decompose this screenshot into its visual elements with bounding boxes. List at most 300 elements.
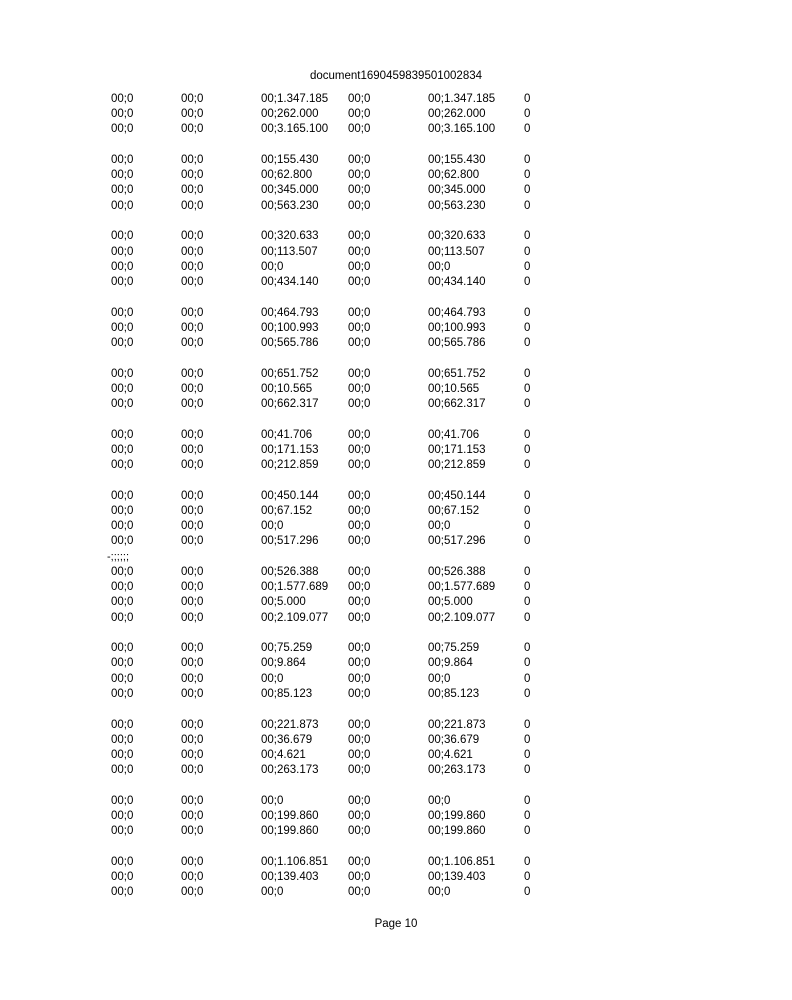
table-cell: 00;320.633 [428, 230, 486, 243]
table-cell: 00;0 [181, 275, 204, 288]
table-cell: 00;100.993 [261, 321, 319, 334]
table-cell: 00;0 [111, 275, 134, 288]
table-cell: 00;0 [181, 123, 204, 136]
table-cell: 00;651.752 [261, 367, 319, 380]
table-cell: 00;62.800 [428, 169, 480, 182]
table-cell: 00;0 [111, 428, 134, 441]
table-cell: 00;0 [111, 306, 134, 319]
table-cell: 00;0 [181, 642, 204, 655]
table-cell: 0 [524, 489, 531, 502]
document-title: document1690459839501002834 [309, 70, 483, 82]
table-cell: 00;5.000 [261, 596, 306, 609]
table-cell: 00;0 [348, 794, 371, 807]
table-cell: 00;526.388 [428, 566, 486, 578]
table-cell: 00;0 [181, 764, 204, 777]
table-cell: 00;67.152 [261, 504, 313, 517]
table-cell: 0 [524, 520, 531, 533]
table-cell: 0 [524, 535, 531, 548]
table-cell: 00;221.873 [428, 718, 486, 731]
table-cell: 0 [524, 794, 531, 807]
row-group [111, 855, 531, 901]
table-cell: 00;565.786 [428, 336, 486, 349]
table-row [111, 855, 531, 870]
table-cell: 00;262.000 [261, 108, 319, 121]
table-cell: 00;0 [428, 886, 451, 899]
table-row [111, 870, 531, 885]
table-cell: 00;0 [348, 520, 371, 533]
table-cell: 00;0 [181, 825, 204, 838]
table-cell: 00;1.347.185 [261, 93, 329, 105]
table-cell: 00;450.144 [261, 489, 319, 502]
table-cell: 0 [524, 748, 531, 761]
table-cell: 00;199.860 [428, 809, 486, 822]
table-cell: 00;36.679 [428, 733, 480, 746]
table-cell: 00;0 [111, 382, 134, 395]
table-cell: 00;0 [348, 642, 371, 655]
table-cell: 00;199.860 [428, 825, 486, 838]
table-cell: 00;0 [111, 871, 134, 883]
table-cell: 00;0 [261, 672, 284, 685]
table-cell: 0 [524, 245, 531, 258]
table-cell: 00;0 [111, 199, 134, 212]
table-cell: 0 [524, 398, 531, 410]
table-cell: 00;0 [348, 489, 371, 502]
table-cell: 0 [524, 306, 531, 319]
table-row [111, 245, 531, 260]
table-cell: 00;0 [111, 809, 134, 822]
table-cell: 00;0 [181, 886, 204, 899]
table-row [111, 687, 531, 702]
table-cell: 00;0 [111, 321, 134, 334]
table-cell: 00;0 [111, 718, 134, 731]
table-cell: 00;0 [111, 748, 134, 761]
table-cell: 00;526.388 [261, 566, 319, 578]
table-row [111, 382, 531, 397]
table-cell: 00;0 [348, 871, 371, 883]
table-cell: 0 [524, 428, 531, 441]
table-cell: 00;0 [111, 443, 134, 456]
table-cell: 00;0 [348, 382, 371, 395]
table-cell: 00;0 [181, 428, 204, 441]
table-cell: 00;41.706 [428, 428, 480, 441]
table-cell: 0 [524, 93, 531, 105]
table-cell: 0 [524, 260, 531, 273]
table-cell: 00;263.173 [261, 764, 319, 777]
table-cell: 0 [524, 169, 531, 182]
table-cell: 0 [524, 642, 531, 655]
table-cell: 00;0 [348, 199, 371, 212]
table-cell: 00;0 [348, 321, 371, 334]
table-cell: 00;1.577.689 [261, 581, 329, 594]
table-cell: 00;0 [111, 108, 134, 121]
table-cell: 00;0 [181, 718, 204, 731]
table-row [111, 92, 531, 107]
table-row [111, 733, 531, 748]
table-cell: 00;434.140 [261, 275, 319, 288]
table-cell: 00;0 [181, 398, 204, 410]
table-cell: 00;0 [348, 459, 371, 472]
table-row [111, 260, 531, 275]
table-cell: 00;0 [181, 260, 204, 273]
table-cell: 00;0 [348, 809, 371, 822]
row-group [111, 428, 531, 474]
table-cell: 00;0 [348, 428, 371, 441]
table-cell: 00;0 [111, 596, 134, 609]
table-cell: 00;517.296 [261, 535, 319, 548]
table-row [111, 519, 531, 534]
table-cell: 00;0 [181, 443, 204, 456]
table-cell: 00;0 [111, 123, 134, 136]
table-cell: 00;662.317 [428, 398, 486, 410]
table-cell: 00;0 [348, 443, 371, 456]
table-cell: 00;0 [111, 687, 134, 700]
table-cell: 00;2.109.077 [428, 611, 496, 624]
table-cell: 00;0 [428, 520, 451, 533]
table-cell: 00;4.621 [261, 748, 306, 761]
table-cell: 00;464.793 [428, 306, 486, 319]
table-cell: 0 [524, 825, 531, 838]
table-cell: 00;0 [111, 93, 134, 105]
table-cell: 00;0 [181, 184, 204, 197]
table-cell: 0 [524, 886, 531, 899]
table-row [111, 306, 531, 321]
table-cell: 00;0 [261, 794, 284, 807]
table-cell: 00;0 [348, 886, 371, 899]
table-cell: 00;212.859 [428, 459, 486, 472]
table-cell: 00;155.430 [261, 154, 319, 167]
table-cell: 00;0 [348, 169, 371, 182]
table-cell: 00;0 [348, 611, 371, 624]
table-cell: 00;171.153 [261, 443, 319, 456]
table-row [111, 428, 531, 443]
table-cell: 0 [524, 459, 531, 472]
table-cell: 00;563.230 [428, 199, 486, 212]
table-row [111, 611, 531, 626]
table-row [111, 122, 531, 137]
table-cell: 00;0 [348, 596, 371, 609]
table-cell: 0 [524, 382, 531, 395]
row-group [111, 306, 531, 352]
table-cell: 0 [524, 504, 531, 517]
table-cell: 00;0 [111, 245, 134, 258]
table-row [111, 168, 531, 183]
table-cell: 00;113.507 [261, 245, 318, 258]
table-row [111, 183, 531, 198]
table-cell: 00;199.860 [261, 809, 319, 822]
table-cell: 00;0 [111, 581, 134, 594]
table-row [111, 580, 531, 595]
table-cell: 0 [524, 657, 531, 670]
table-cell: 00;113.507 [428, 245, 485, 258]
table-cell: 00;0 [348, 123, 371, 136]
table-cell: 00;0 [111, 657, 134, 670]
table-cell: 00;100.993 [428, 321, 486, 334]
table-cell: 00;0 [348, 306, 371, 319]
table-cell: 0 [524, 855, 531, 868]
table-cell: 00;0 [111, 154, 134, 167]
table-cell: 00;651.752 [428, 367, 486, 380]
table-cell: 00;1.106.851 [428, 855, 496, 868]
table-cell: 0 [524, 275, 531, 288]
table-cell: 00;0 [111, 398, 134, 410]
table-cell: 00;0 [348, 275, 371, 288]
table-cell: 00;0 [348, 154, 371, 167]
table-row [111, 718, 531, 733]
row-group [111, 641, 531, 702]
table-row [111, 656, 531, 671]
table-cell: 00;0 [348, 245, 371, 258]
table-cell: 00;450.144 [428, 489, 486, 502]
table-cell: 00;0 [111, 886, 134, 899]
table-row [111, 153, 531, 168]
table-cell: 00;0 [181, 169, 204, 182]
table-cell: 0 [524, 184, 531, 197]
table-cell: 00;0 [348, 855, 371, 868]
table-cell: 00;0 [348, 718, 371, 731]
table-cell: 00;662.317 [261, 398, 319, 410]
table-cell: 00;563.230 [261, 199, 319, 212]
table-cell: 00;0 [348, 825, 371, 838]
page-number: Page 10 [374, 918, 418, 930]
table-cell: 00;0 [181, 459, 204, 472]
table-cell: 00;0 [348, 581, 371, 594]
table-cell: 00;171.153 [428, 443, 486, 456]
table-cell: 00;0 [181, 504, 204, 517]
separator-mark: -;;;;;; [107, 551, 129, 563]
table-cell: 00;0 [111, 169, 134, 182]
table-cell: 0 [524, 687, 531, 700]
table-cell: 00;0 [111, 367, 134, 380]
table-row [111, 489, 531, 504]
table-row [111, 199, 531, 214]
table-cell: 00;0 [181, 672, 204, 685]
table-cell: 00;0 [348, 93, 371, 105]
table-cell: 00;0 [181, 687, 204, 700]
table-row [111, 443, 531, 458]
table-cell: 00;0 [348, 672, 371, 685]
row-group [111, 565, 531, 626]
table-cell: 00;262.000 [428, 108, 486, 121]
table-cell: 00;0 [348, 687, 371, 700]
table-cell: 00;2.109.077 [261, 611, 329, 624]
table-cell: 00;0 [348, 733, 371, 746]
table-cell: 00;0 [181, 566, 204, 578]
table-cell: 00;0 [181, 93, 204, 105]
table-cell: 00;0 [111, 489, 134, 502]
table-cell: 00;10.565 [428, 382, 480, 395]
table-cell: 00;0 [348, 336, 371, 349]
table-cell: 00;0 [428, 260, 451, 273]
table-row [111, 107, 531, 122]
table-cell: 00;0 [111, 794, 134, 807]
table-cell: 0 [524, 733, 531, 746]
table-cell: 0 [524, 611, 531, 624]
table-cell: 00;0 [181, 489, 204, 502]
table-cell: 00;0 [261, 886, 284, 899]
table-cell: 00;0 [181, 336, 204, 349]
table-cell: 00;0 [181, 733, 204, 746]
table-row [111, 885, 531, 900]
table-cell: 00;75.259 [261, 642, 313, 655]
table-cell: 0 [524, 154, 531, 167]
table-cell: 00;0 [111, 459, 134, 472]
table-row [111, 275, 531, 290]
table-cell: 00;0 [348, 657, 371, 670]
table-row [111, 748, 531, 763]
table-cell: 0 [524, 596, 531, 609]
table-row [111, 763, 531, 778]
table-row [111, 336, 531, 351]
table-cell: 00;0 [181, 306, 204, 319]
table-cell: 00;0 [348, 184, 371, 197]
data-table [107, 92, 531, 916]
table-cell: 00;9.864 [261, 657, 306, 670]
table-cell: 00;0 [181, 611, 204, 624]
table-cell: 0 [524, 230, 531, 243]
table-cell: 00;0 [181, 657, 204, 670]
row-group [111, 489, 531, 550]
table-cell: 0 [524, 718, 531, 731]
table-row [111, 824, 531, 839]
table-cell: 00;517.296 [428, 535, 486, 548]
table-cell: 00;0 [111, 672, 134, 685]
row-group [111, 153, 531, 214]
table-cell: 00;0 [348, 566, 371, 578]
table-cell: 00;1.347.185 [428, 93, 496, 105]
table-cell: 0 [524, 336, 531, 349]
table-cell: 00;0 [181, 871, 204, 883]
table-cell: 00;0 [348, 260, 371, 273]
table-cell: 00;434.140 [428, 275, 486, 288]
table-cell: 0 [524, 871, 531, 883]
table-cell: 00;0 [348, 367, 371, 380]
table-row [111, 565, 531, 580]
table-cell: 00;0 [111, 733, 134, 746]
table-cell: 00;0 [111, 184, 134, 197]
table-cell: 00;67.152 [428, 504, 480, 517]
table-cell: 00;0 [181, 367, 204, 380]
table-cell: 00;0 [111, 855, 134, 868]
table-cell: 00;4.621 [428, 748, 473, 761]
table-cell: 00;0 [348, 748, 371, 761]
table-cell: 00;0 [348, 504, 371, 517]
table-cell: 00;0 [111, 260, 134, 273]
row-group [111, 367, 531, 413]
table-cell: 00;41.706 [261, 428, 313, 441]
table-cell: 00;0 [181, 794, 204, 807]
table-cell: 00;1.106.851 [261, 855, 329, 868]
table-cell: 00;565.786 [261, 336, 319, 349]
table-cell: 00;0 [111, 504, 134, 517]
table-cell: 00;0 [348, 108, 371, 121]
table-cell: 0 [524, 764, 531, 777]
table-row [111, 794, 531, 809]
table-cell: 00;0 [111, 230, 134, 243]
row-group [111, 92, 531, 138]
table-cell: 00;139.403 [261, 871, 319, 883]
table-cell: 00;0 [181, 199, 204, 212]
table-row [111, 672, 531, 687]
table-cell: 0 [524, 672, 531, 685]
row-group [111, 229, 531, 290]
table-cell: 0 [524, 809, 531, 822]
table-cell: 00;0 [111, 566, 134, 578]
table-cell: 00;0 [181, 855, 204, 868]
table-cell: 00;0 [348, 535, 371, 548]
table-row [111, 534, 531, 549]
table-cell: 00;62.800 [261, 169, 313, 182]
table-cell: 00;263.173 [428, 764, 486, 777]
table-cell: 00;3.165.100 [428, 123, 496, 136]
table-cell: 00;345.000 [428, 184, 486, 197]
table-cell: 00;0 [181, 520, 204, 533]
table-cell: 00;212.859 [261, 459, 319, 472]
table-cell: 00;0 [111, 825, 134, 838]
table-cell: 00;221.873 [261, 718, 319, 731]
table-cell: 0 [524, 581, 531, 594]
table-cell: 00;0 [181, 596, 204, 609]
table-cell: 00;0 [348, 764, 371, 777]
table-cell: 00;0 [111, 764, 134, 777]
table-cell: 00;0 [428, 672, 451, 685]
table-row [111, 367, 531, 382]
table-cell: 00;85.123 [261, 687, 313, 700]
table-row [111, 229, 531, 244]
table-cell: 00;0 [181, 154, 204, 167]
table-cell: 00;464.793 [261, 306, 319, 319]
table-cell: 00;199.860 [261, 825, 319, 838]
table-cell: 0 [524, 443, 531, 456]
table-cell: 00;85.123 [428, 687, 480, 700]
table-row [111, 595, 531, 610]
table-cell: 00;0 [181, 748, 204, 761]
table-row [111, 321, 531, 336]
table-row [111, 809, 531, 824]
table-cell: 0 [524, 566, 531, 578]
table-cell: 00;0 [428, 794, 451, 807]
table-cell: 00;0 [181, 245, 204, 258]
table-cell: 00;36.679 [261, 733, 313, 746]
table-cell: 00;0 [111, 642, 134, 655]
table-cell: 00;1.577.689 [428, 581, 496, 594]
table-cell: 00;0 [181, 108, 204, 121]
table-cell: 00;155.430 [428, 154, 486, 167]
table-cell: 00;0 [181, 535, 204, 548]
table-cell: 00;0 [111, 520, 134, 533]
table-cell: 00;3.165.100 [261, 123, 329, 136]
table-cell: 00;0 [111, 336, 134, 349]
table-cell: 00;0 [181, 809, 204, 822]
table-cell: 00;0 [181, 382, 204, 395]
table-cell: 00;0 [261, 520, 284, 533]
table-cell: 0 [524, 367, 531, 380]
table-cell: 00;0 [181, 230, 204, 243]
table-row [111, 397, 531, 412]
table-cell: 00;0 [181, 321, 204, 334]
table-cell: 00;345.000 [261, 184, 319, 197]
table-row [111, 504, 531, 519]
table-cell: 00;75.259 [428, 642, 480, 655]
table-cell: 0 [524, 108, 531, 121]
table-cell: 00;0 [181, 581, 204, 594]
table-cell: 00;139.403 [428, 871, 486, 883]
table-cell: 00;0 [111, 611, 134, 624]
table-cell: 00;0 [111, 535, 134, 548]
table-cell: 00;320.633 [261, 230, 319, 243]
table-cell: 0 [524, 321, 531, 334]
table-cell: 0 [524, 123, 531, 136]
table-cell: 00;0 [348, 398, 371, 410]
